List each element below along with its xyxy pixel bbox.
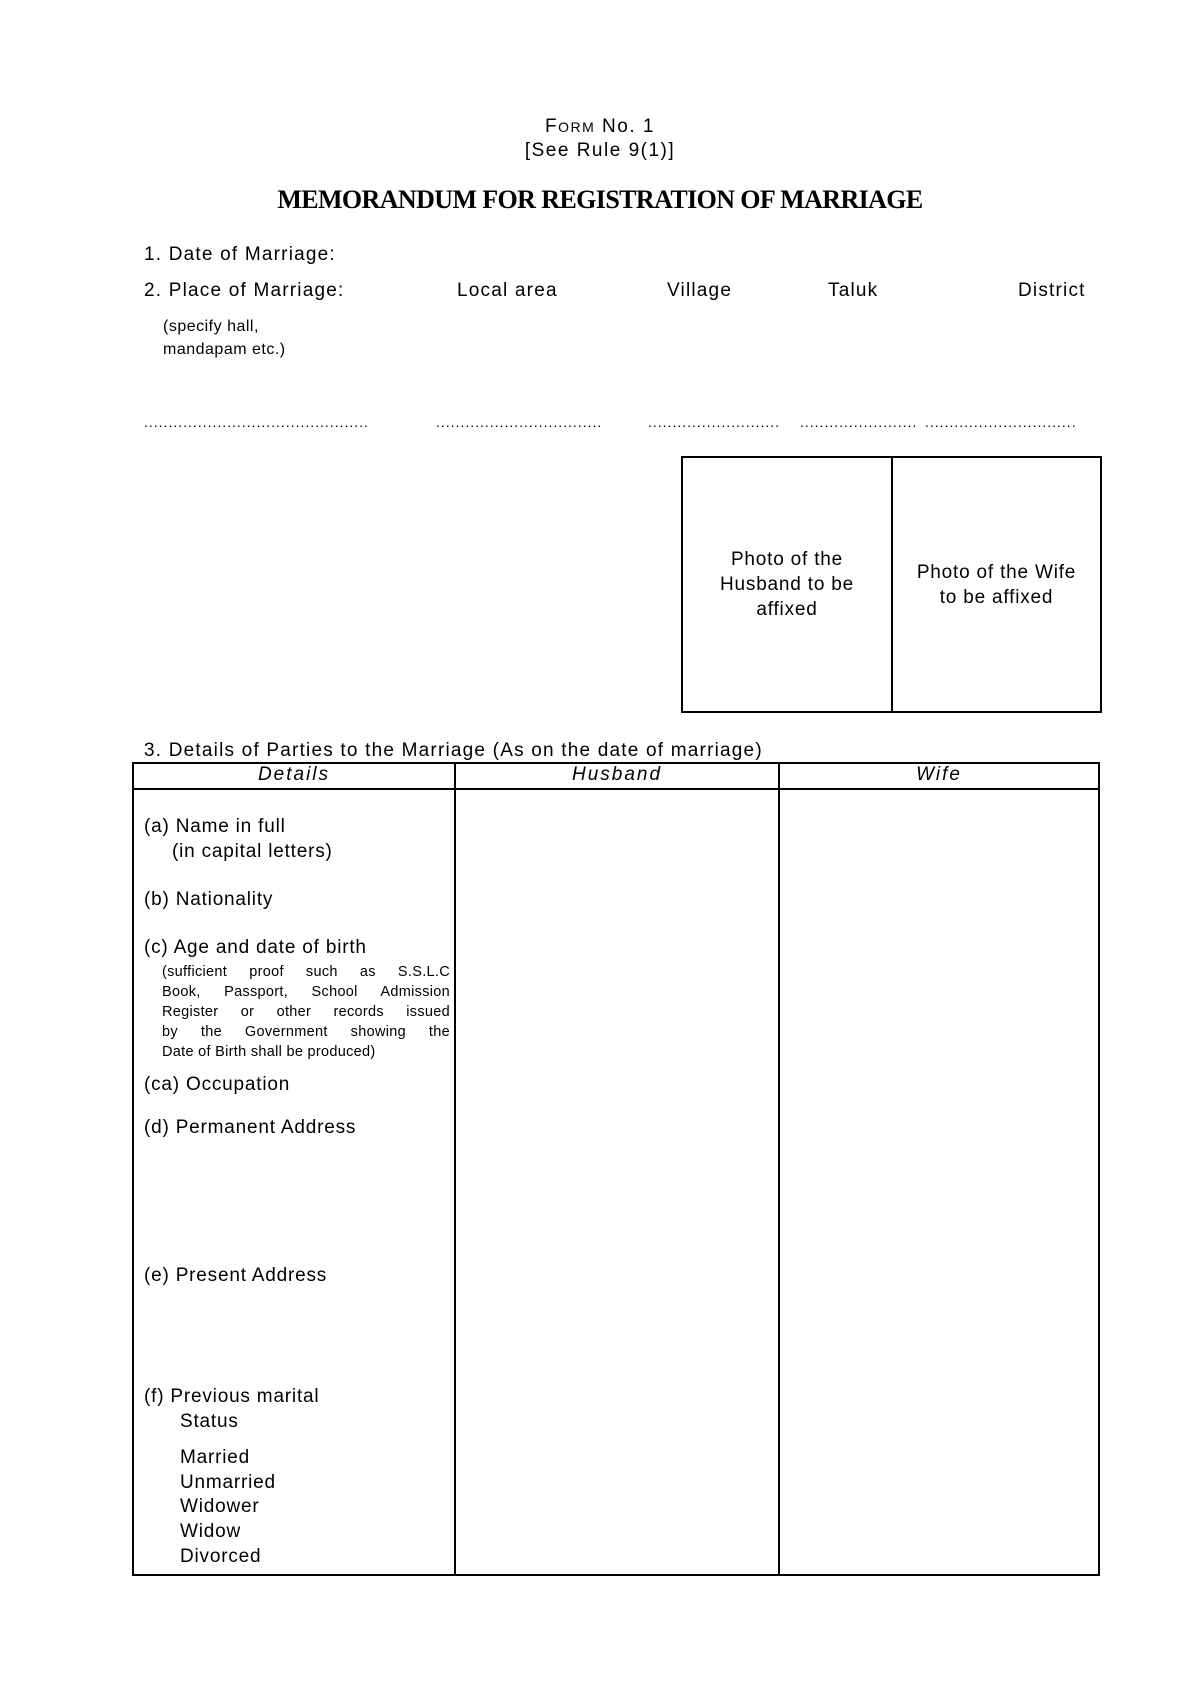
form-number: FORM No. 1 [545,116,655,137]
place-of-marriage-label: 2. Place of Marriage: [144,280,345,301]
row-a-name-label: (a) Name in full [144,816,286,837]
place-col-district: District [1018,280,1086,301]
row-c-age-label: (c) Age and date of birth [144,937,367,958]
column-header-husband: Husband [455,763,779,789]
status-option-unmarried: Unmarried [180,1472,276,1493]
dotted-line-place: .............................................. [144,414,369,430]
dotted-line-local-area: .................................. [436,414,603,430]
row-b-nationality-label: (b) Nationality [144,889,274,910]
row-a-sub-label: (in capital letters) [172,841,333,862]
wife-photo-box [891,456,1102,713]
place-note-line2: mandapam etc.) [163,341,286,358]
wife-column-cell[interactable] [779,789,1099,1575]
status-option-married: Married [180,1447,251,1468]
dotted-line-village: ........................... [648,414,781,430]
place-col-village: Village [667,280,733,301]
dotted-line-district: ............................... [925,414,1077,430]
column-header-details: Details [133,763,455,789]
place-note-line1: (specify hall, [163,318,259,335]
row-f-status-sub-label: Status [180,1411,239,1432]
table-header-row [133,763,1099,789]
row-c-proof-note: (sufficient proof such as S.S.L.C Book, Passport, School Admission Register or other records issued by the Government showing the Date of Birth shall be produced) [162,964,450,1060]
status-option-widower: Widower [180,1496,260,1517]
row-ca-occupation-label: (ca) Occupation [144,1074,291,1095]
place-col-taluk: Taluk [828,280,879,301]
section3-heading: 3. Details of Parties to the Marriage (As on the date of marriage) [144,740,763,761]
table-body-row [133,789,1099,1575]
row-d-permanent-address-label: (d) Permanent Address [144,1117,357,1138]
details-column-cell [133,789,455,1575]
page-title: MEMORANDUM FOR REGISTRATION OF MARRIAGE [277,185,923,214]
husband-column-cell[interactable] [455,789,779,1575]
row-f-marital-status-label: (f) Previous marital [144,1386,320,1407]
date-of-marriage-label: 1. Date of Marriage: [144,244,336,265]
wife-photo-label: Photo of the Wife to be affixed [916,561,1077,608]
husband-photo-label: Photo of the Husband to be affixed [720,549,854,620]
husband-photo-box [681,456,893,713]
status-option-divorced: Divorced [180,1546,262,1567]
column-header-wife: Wife [779,763,1099,789]
rule-reference: [See Rule 9(1)] [524,140,676,161]
dotted-line-taluk: ........................ [800,414,918,430]
place-col-local-area: Local area [457,280,558,301]
row-e-present-address-label: (e) Present Address [144,1265,328,1286]
status-option-widow: Widow [180,1521,242,1542]
details-table [132,762,1100,1576]
